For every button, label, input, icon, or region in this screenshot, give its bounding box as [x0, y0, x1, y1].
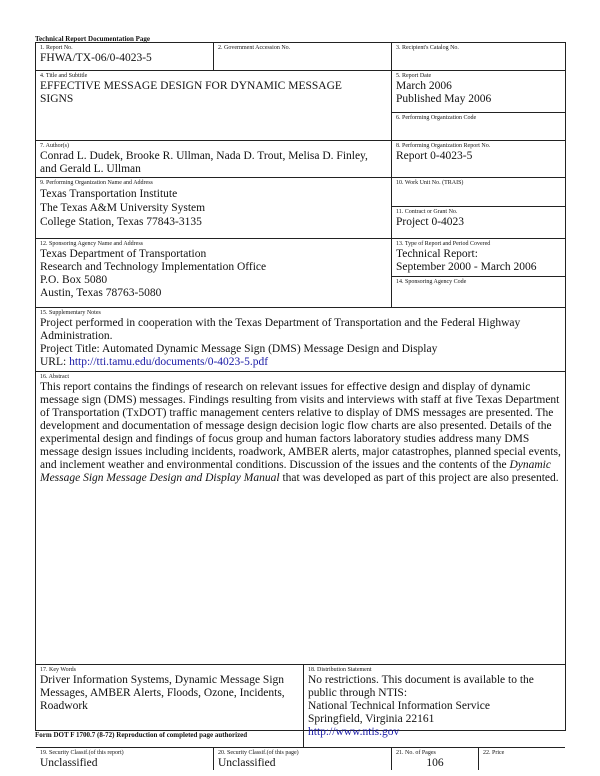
report-date-line: March 2006 [396, 80, 452, 92]
field-abstract [36, 371, 565, 664]
field-report-no [36, 43, 214, 70]
field-performing-org-report-no [392, 140, 565, 177]
address-line: Texas Transportation Institute [40, 188, 178, 200]
field-label: 3. Recipient's Catalog No. [396, 45, 459, 51]
field-label: 22. Price [483, 750, 505, 756]
security-class-page-value: Unclassified [218, 757, 276, 769]
key-words-value: Driver Information Systems, Dynamic Message Sign Messages, AMBER Alerts, Floods, Ozone, Incidents, Roadwork [40, 674, 285, 712]
field-label: 12. Sponsoring Agency Name and Address [40, 241, 143, 247]
sponsor-line: P.O. Box 5080 [40, 274, 108, 286]
field-authors [36, 140, 392, 177]
field-label: 4. Title and Subtitle [40, 73, 88, 79]
field-label: 20. Security Classif.(of this page) [218, 750, 299, 756]
field-label: 11. Contract or Grant No. [396, 209, 458, 215]
notes-url-line [40, 356, 561, 369]
field-supplementary-notes [36, 307, 565, 371]
field-label: 5. Report Date [396, 73, 432, 79]
report-url-link[interactable]: http://tti.tamu.edu/documents/0-4023-5.pdf [69, 356, 269, 368]
ntis-url-link[interactable]: http://www.ntis.gov [308, 726, 400, 738]
field-label: 9. Performing Organization Name and Address [40, 180, 153, 186]
report-no-value: FHWA/TX-06/0-4023-5 [40, 52, 152, 64]
field-label: 19. Security Classif.(of this report) [40, 750, 124, 756]
field-security-class-page [214, 747, 392, 770]
sponsor-line: Research and Technology Implementation Office [40, 261, 267, 273]
address-line: College Station, Texas 77843-3135 [40, 216, 202, 228]
field-label: 8. Performing Organization Report No. [396, 143, 491, 149]
field-label: 2. Government Accession No. [218, 45, 291, 51]
no-of-pages-value: 106 [426, 757, 444, 769]
distribution-line: No restrictions. This document is available to the public through NTIS: [308, 674, 534, 699]
notes-project-title: Project Title: Automated Dynamic Message Sign (DMS) Message Design and Display [40, 343, 438, 355]
abstract-text [40, 381, 561, 485]
field-label: 14. Sponsoring Agency Code [396, 279, 467, 285]
sponsor-line: Austin, Texas 78763-5080 [40, 287, 162, 299]
field-distribution-statement [304, 664, 565, 747]
field-label: 18. Distribution Statement [308, 667, 372, 673]
report-type-line: Technical Report: [396, 248, 478, 260]
page-footer: Form DOT F 1700.7 (8-72) Reproduction of completed page authorized [35, 731, 248, 739]
distribution-line: National Technical Information Service [308, 700, 490, 712]
field-label: 15. Supplementary Notes [40, 310, 101, 316]
field-no-of-pages [392, 747, 479, 770]
published-date-line: Published May 2006 [396, 93, 492, 105]
field-label: 13. Type of Report and Period Covered [396, 241, 491, 247]
field-contract-grant-no [392, 206, 565, 238]
field-label: 10. Work Unit No. (TRAIS) [396, 180, 464, 186]
report-title: EFFECTIVE MESSAGE DESIGN FOR DYNAMIC MESSAGE SIGNS [40, 80, 342, 105]
page-header-title: Technical Report Documentation Page [35, 35, 151, 43]
field-label: 7. Author(s) [40, 143, 69, 149]
url-prefix: URL: [40, 356, 70, 368]
field-work-unit-no [392, 177, 565, 206]
field-label: 1. Report No. [40, 45, 73, 51]
field-label: 21. No. of Pages [396, 750, 436, 756]
field-price [479, 747, 565, 770]
address-line: The Texas A&M University System [40, 202, 206, 214]
field-title-subtitle [36, 70, 392, 140]
field-label: 6. Performing Organization Code [396, 115, 477, 121]
field-report-type-period [392, 238, 565, 276]
security-class-report-value: Unclassified [40, 757, 98, 769]
notes-cooperation: Project performed in cooperation with the Texas Department of Transportation and the Federal Highway Administration. [40, 317, 521, 342]
contract-grant-no-value: Project 0-4023 [396, 216, 465, 228]
abstract-body: This report contains the findings of research on relevant issues for effective design and display of dynamic message sign (DMS) messages. Findings resulting from visits and interviews with staff at five Texas Department of Transportation (TxDOT) traffic management centers relative to display of DMS messages are presented. The development and documentation of message design decision logic flow charts are also presented. Details of the experimental design and findings of focus group and human factors laboratory studies address many DMS message design issues including incidents, roadwork, AMBER alerts, major catastrophes, planned special events, and inclement weather and environmental conditions. Discussion of the issues and the contents of the [40, 381, 561, 471]
field-recipient-catalog [392, 43, 565, 70]
abstract-tail: that was developed as part of this project are also presented. [279, 472, 559, 484]
field-performing-org-address [36, 177, 392, 238]
field-security-class-report [36, 747, 214, 770]
field-government-accession [214, 43, 392, 70]
field-label: 16. Abstract [40, 374, 69, 380]
performing-org-report-no-value: Report 0-4023-5 [396, 150, 473, 162]
manual-title: Dynamic Message Sign Message Design and Display Manual [40, 459, 551, 484]
period-covered-line: September 2000 - March 2006 [396, 261, 537, 273]
distribution-line: Springfield, Virginia 22161 [308, 713, 435, 725]
field-report-date [392, 70, 565, 112]
field-sponsoring-agency-code [392, 276, 565, 307]
authors-value: Conrad L. Dudek, Brooke R. Ullman, Nada D. Trout, Melisa D. Finley, and Gerald L. Ullman [40, 150, 368, 175]
field-performing-org-code [392, 112, 565, 140]
sponsor-line: Texas Department of Transportation [40, 248, 207, 260]
field-label: 17. Key Words [40, 667, 76, 673]
field-sponsoring-agency [36, 238, 392, 307]
